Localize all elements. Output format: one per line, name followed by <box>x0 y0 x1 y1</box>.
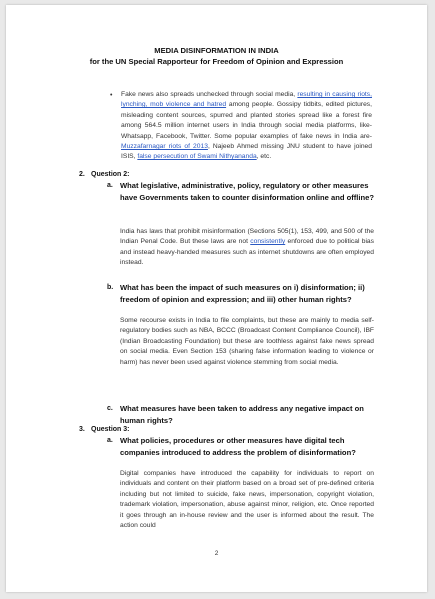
question-2-heading: Question 2: <box>91 171 130 178</box>
question-2a-letter: a. <box>107 182 113 189</box>
link-riots-lynching[interactable]: resulting in causing riots, lynching, mob violence and hatred <box>121 91 372 109</box>
answer-2a-text-2: enforced due to political bias and instead heavy-handed measures such as internet shutdowns are often employed instead. <box>120 238 374 267</box>
bullet-text-2: among people. Gossipy tidbits, edited pictures, misleading content sources, spurred and planted stories spread like a forest fire among 564.5 million internet users in India through social media platforms, like- Whatsapp, Facebook, Twitter. Some popular examples of fake news in India are- <box>121 101 372 140</box>
bullet-text-4: , etc. <box>256 153 272 161</box>
answer-2a-text-1: India has laws that prohibit misinformation (Sections 505(1), 153, 499, and 500 of the Indian Penal Code. But these laws are not <box>120 228 374 246</box>
document-subtitle: for the UN Special Rapporteur for Freedom of Opinion and Expression <box>89 57 344 66</box>
question-2a-text: What legislative, administrative, policy, regulatory or other measures have Governments taken to counter disinformation online and offline? <box>120 181 374 203</box>
answer-2a <box>120 227 374 269</box>
bullet-text-1: Fake news also spreads unchecked through social media, <box>121 91 298 98</box>
question-3-number: 3. <box>79 426 85 433</box>
document-page <box>6 5 427 592</box>
link-consistently[interactable]: consistently <box>250 238 286 246</box>
question-3-heading: Question 3: <box>91 426 130 433</box>
bullet-paragraph <box>121 90 372 163</box>
link-swami-nithyananda[interactable]: false persecution of Swami Nithyananda <box>137 153 257 161</box>
question-2c-letter: c. <box>107 405 113 412</box>
question-3a-text: What policies, procedures or other measures have digital tech companies introduced to address the problem of disinformation? <box>120 436 356 458</box>
question-2c-text: What measures have been taken to address any negative impact on human rights? <box>120 404 364 426</box>
bullet-text-3: , Najeeb Ahmed missing JNU student to have joined ISIS, <box>121 143 372 161</box>
question-2-number: 2. <box>79 171 85 178</box>
question-3a-letter: a. <box>107 437 113 444</box>
document-title: MEDIA DISINFORMATION IN INDIA <box>154 46 279 55</box>
answer-3a: Digital companies have introduced the capability for individuals to report on individuals and content on their platform based on a broad set of pre-defined criteria including but not limited to suicide, fake news, impersonation, copyright violation, trademark violation, impersonation, abuse against minor, religion, etc. Once reported it goes through an in-house review and the user is informed about the result. The action could <box>120 470 374 530</box>
question-2b-text: What has been the impact of such measures on i) disinformation; ii) freedom of opinion and expression; and iii) other human rights? <box>120 283 365 305</box>
bullet-icon: • <box>110 92 113 99</box>
question-2b-letter: b. <box>107 284 114 291</box>
link-muzzafarnagar-riots[interactable]: Muzzafarnagar riots of 2013 <box>121 143 208 151</box>
page-number: 2 <box>214 550 219 557</box>
answer-2b: Some recourse exists in India to file complaints, but these are mainly to media self-regulatory bodies such as NBA, BCCC (Broadcast Content Compliance Council), IBF (Indian Broadcasting Foundation) but these are toothless against fake news spread on social media. Even Section 153 (sharing false information leading to violence or harm) has never been used against violence stemming from social media. <box>120 317 374 366</box>
